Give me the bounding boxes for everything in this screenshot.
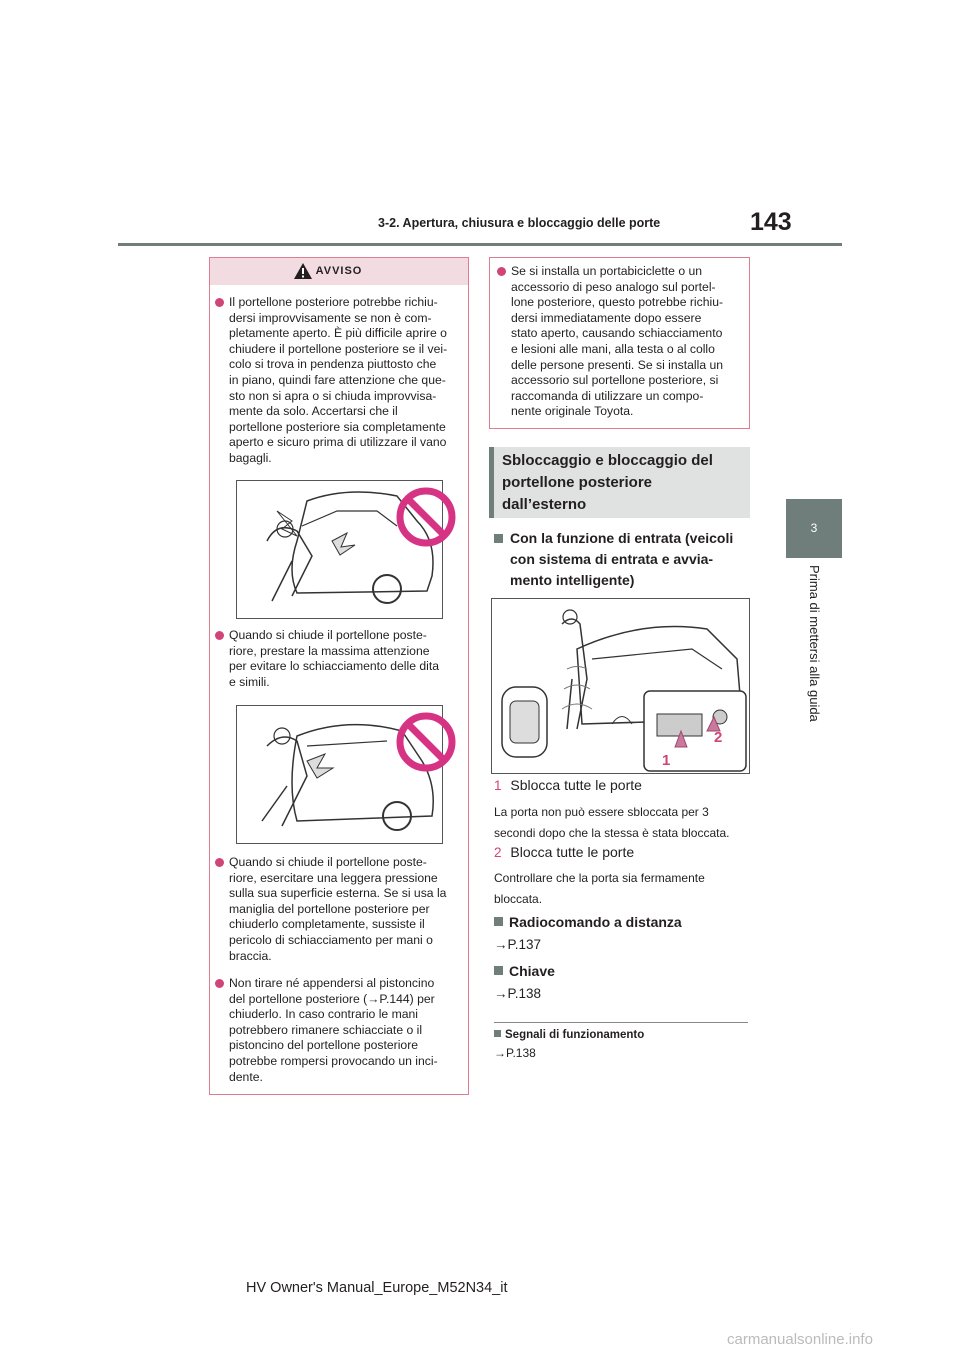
subheading-signals bbox=[494, 1027, 644, 1043]
warning-item-1 bbox=[229, 295, 465, 467]
bullet-icon bbox=[497, 267, 506, 276]
manual-id: HV Owner's Manual_Europe_M52N34_it bbox=[246, 1280, 508, 1296]
ref-key[interactable]: →P.138 bbox=[494, 986, 542, 1001]
divider bbox=[494, 1022, 748, 1023]
warning-title: AVVISO bbox=[315, 265, 363, 277]
square-bullet-icon bbox=[494, 534, 503, 543]
section-heading bbox=[489, 447, 750, 518]
subheading-text: Con la funzione di entrata (veicoli con sistema di entrata e avvia- mento intelligente) bbox=[510, 530, 734, 588]
heading-bar bbox=[489, 447, 494, 518]
chapter-title-text: Prima di mettersi alla guida bbox=[807, 565, 822, 722]
bullet-icon bbox=[215, 979, 224, 988]
warning-item-4 bbox=[229, 976, 465, 1085]
warning-item-text: Non tirare né appendersi al pistoncino del portellone posteriore (→P.144) per chiuderlo. In caso contrario le mani potrebbero rimanere schiacciate o il pistoncino del portellone posteriore potrebbe rompersi provocando un inci- dente. bbox=[229, 976, 438, 1084]
warning-item-2 bbox=[229, 628, 465, 690]
step-2-note: Controllare che la porta sia fermamente bloccata. bbox=[494, 871, 705, 906]
tailgate-opener-drawing bbox=[492, 599, 749, 773]
ref-signals[interactable]: →P.138 bbox=[494, 1046, 536, 1060]
step-number: 1 bbox=[494, 778, 502, 793]
illus-label-2: 2 bbox=[714, 729, 723, 746]
subheading-remote bbox=[494, 912, 682, 933]
illustration-tailgate-opener bbox=[491, 598, 750, 774]
step-1 bbox=[494, 777, 642, 794]
watermark: carmanualsonline.info bbox=[727, 1331, 873, 1348]
warning-item-text: Quando si chiude il portellone poste- riore, esercitare una leggera pressione sulla sua superficie esterna. Se si usa la maniglia del portellone posteriore per chiuderlo completamente, sussiste il pericolo di schiacciamento per mani o braccia. bbox=[229, 855, 447, 963]
header-rule bbox=[118, 243, 842, 246]
bullet-icon bbox=[215, 631, 224, 640]
warning-item-text: Quando si chiude il portellone poste- riore, prestare la massima attenzione per evitare lo schiacciamento delle dita e simili. bbox=[229, 628, 440, 689]
square-bullet-icon bbox=[494, 1030, 501, 1037]
subheading-text: Segnali di funzionamento bbox=[505, 1029, 645, 1041]
warning-item-3 bbox=[229, 855, 465, 964]
subheading-key bbox=[494, 961, 555, 982]
bullet-icon bbox=[215, 298, 224, 307]
warning-box bbox=[209, 257, 469, 1095]
step-1-note: La porta non può essere sbloccata per 3 secondi dopo che la stessa è stata bloccata. bbox=[494, 805, 730, 840]
prohibition-icon bbox=[395, 711, 457, 773]
subheading-entry-function bbox=[494, 528, 754, 591]
prohibition-icon bbox=[395, 486, 457, 548]
chapter-side-title bbox=[806, 565, 826, 735]
step-2 bbox=[494, 844, 634, 861]
step-number: 2 bbox=[494, 845, 502, 860]
step-text: Sblocca tutte le porte bbox=[510, 777, 642, 793]
chapter-tab: 3 bbox=[786, 499, 842, 558]
page-number: 143 bbox=[750, 208, 792, 236]
section-heading-text: Sbloccaggio e bloccaggio del portellone posteriore dall’esterno bbox=[502, 452, 713, 513]
illus-label-1: 1 bbox=[662, 752, 671, 769]
warning-item-5 bbox=[511, 264, 747, 420]
subheading-text: Chiave bbox=[509, 963, 555, 979]
bullet-icon bbox=[215, 858, 224, 867]
square-bullet-icon bbox=[494, 966, 503, 975]
warning-box-continued bbox=[489, 257, 750, 429]
square-bullet-icon bbox=[494, 917, 503, 926]
step-text: Blocca tutte le porte bbox=[510, 844, 635, 860]
ref-remote[interactable]: →P.137 bbox=[494, 937, 542, 952]
subheading-text: Radiocomando a distanza bbox=[509, 914, 682, 930]
section-title: 3-2. Apertura, chiusura e bloccaggio delle porte bbox=[378, 216, 661, 230]
warning-item-text: Se si installa un portabiciclette o un accessorio di peso analogo sul portel- lone posteriore, questo potrebbe richiu- dersi immediatamente dopo essere stato aperto, causando schiacciamento e lesioni alle mani, alla testa o al collo delle persone presenti. Se si installa un accessorio sul portellone posteriore, si raccomanda di utilizzare un compo- nente originale Toyota. bbox=[511, 264, 724, 419]
warning-item-text: Il portellone posteriore potrebbe richiu- dersi improvvisamente se non è com- pletamente aperto. È più difficile aprire o chiudere il portellone posteriore se il vei- colo si trova in pendenza piuttosto che in piano, quindi fare attenzione che que- sto non si apra o si chiuda improvvisa- mente da solo. Accertarsi che il portellone posteriore sia completamente aperto e sicuro prima di utilizzare il vano bagagli. bbox=[229, 295, 448, 465]
